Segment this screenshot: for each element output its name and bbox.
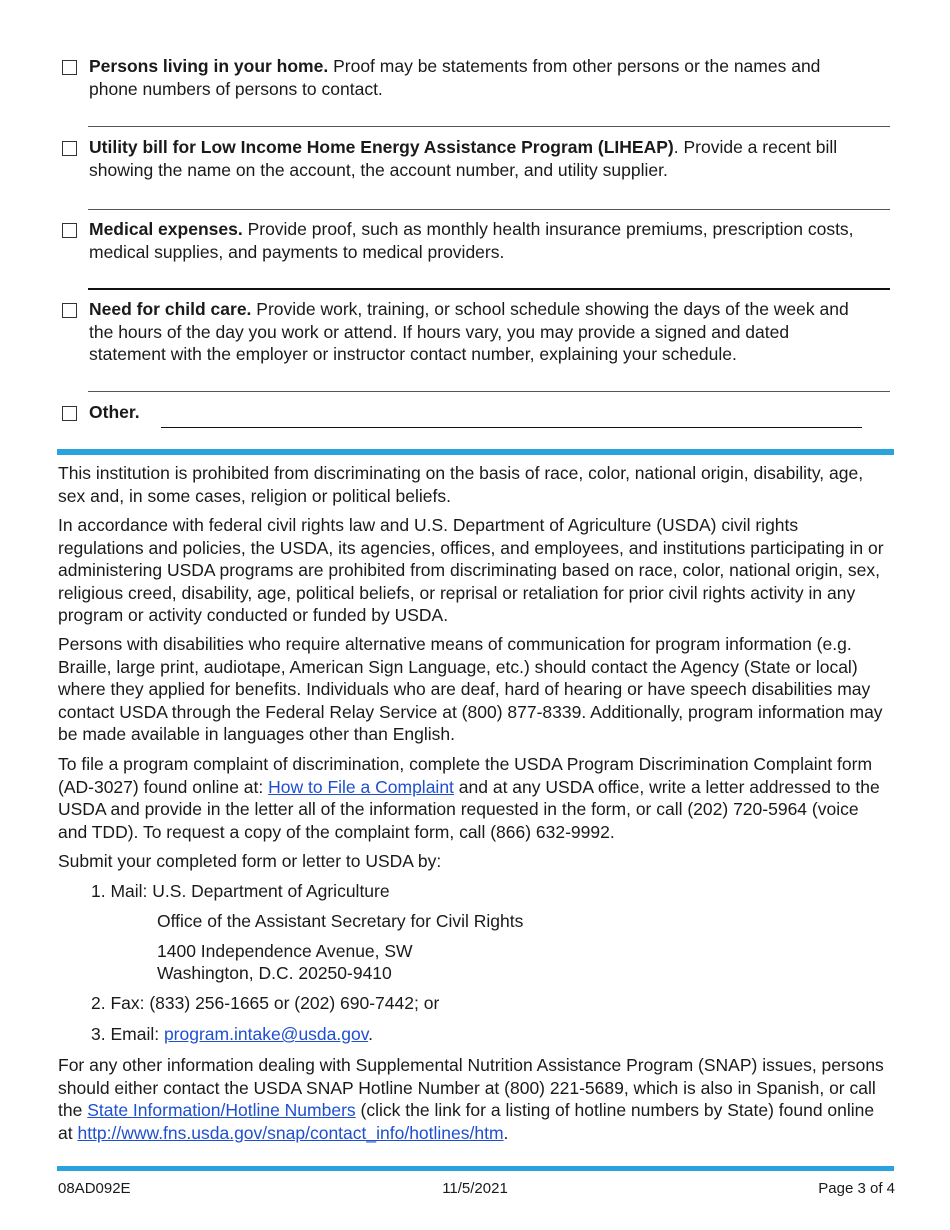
checklist-text: Other. <box>89 402 140 422</box>
mail-item: 1. Mail: U.S. Department of Agriculture <box>91 881 390 901</box>
checklist-item-other <box>62 401 862 424</box>
page-number: Page 3 of 4 <box>818 1180 895 1197</box>
separator <box>88 288 890 290</box>
submit-intro: Submit your completed form or letter to USDA by: <box>58 851 442 871</box>
email-item: 3. Email: program.intake@usda.gov. <box>91 1024 374 1044</box>
hotlines-url-link[interactable]: http://www.fns.usda.gov/snap/contact_info/hotlines/htm <box>77 1122 504 1143</box>
checklist-item-childcare <box>62 298 862 366</box>
form-date: 11/5/2021 <box>442 1180 508 1197</box>
nondiscrimination-intro: This institution is prohibited from discriminating on the basis of race, color, national origin, disability, age, sex and, in some cases, religion or political beliefs. <box>58 463 864 506</box>
checklist-item-utility <box>62 136 862 181</box>
separator <box>88 391 890 392</box>
civil-rights-paragraph: In accordance with federal civil rights law and U.S. Department of Agriculture (USDA) civil rights regulations and policies, the USDA, its agencies, offices, and employees, and institutions participating in or administering USDA programs are prohibited from discriminating based on race, color, national origin, sex, religious creed, disability, age, political beliefs, or reprisal or retaliation for prior civil rights activity in any program or activity conducted or funded by USDA. <box>58 515 884 625</box>
complaint-paragraph: To file a program complaint of discrimination, complete the USDA Program Discrimination Complaint form (AD-3027) found online at: How to File a Complaint and at any USDA office, write a letter addressed to the USDA and provide in the letter all of the information requested in the form, or call (202) 720-5964 (voice and TDD). To request a copy of the complaint form, call (866) 632-9992. <box>58 754 880 842</box>
separator <box>88 126 890 127</box>
checkbox[interactable] <box>62 303 77 318</box>
checkbox[interactable] <box>62 60 77 75</box>
checklist-text: Utility bill for Low Income Home Energy Assistance Program (LIHEAP). Provide a recent bill showing the name on the account, the account number, and utility supplier. <box>89 137 838 180</box>
section-divider <box>57 449 894 455</box>
checklist-item-persons <box>62 55 862 100</box>
disabilities-paragraph: Persons with disabilities who require alternative means of communication for program information (e.g. Braille, large print, audiotape, American Sign Language, etc.) should contact the Agency (State or local) where they applied for benefits. Individuals who are deaf, hard of hearing or have speech disabilities may contact USDA through the Federal Relay Service at (800) 877-8339. Additionally, program information may be made available in languages other than English. <box>58 634 883 744</box>
address-line-1: Office of the Assistant Secretary for Civil Rights <box>157 911 524 931</box>
separator <box>88 209 890 210</box>
checklist-item-medical <box>62 218 862 263</box>
address-line-3: Washington, D.C. 20250-9410 <box>157 963 392 983</box>
snap-paragraph: For any other information dealing with Supplemental Nutrition Assistance Program (SNAP) issues, persons should either contact the USDA SNAP Hotline Number at (800) 221-5689, which is also in Spanish, or call the State Information/Hotline Numbers (click the link for a listing of hotline numbers by State) found online at http://www.fns.usda.gov/snap/contact_info/hotlines/htm. <box>58 1055 884 1143</box>
checklist-text: Persons living in your home. Proof may be statements from other persons or the names and phone numbers of persons to contact. <box>89 56 821 99</box>
fax-item: 2. Fax: (833) 256-1665 or (202) 690-7442; or <box>91 993 440 1013</box>
checklist-text: Need for child care. Provide work, training, or school schedule showing the days of the week and the hours of the day you work or attend. If hours vary, you may provide a signed and dated statement with the employer or instructor contact number, explaining your schedule. <box>89 299 849 364</box>
address-line-2: 1400 Independence Avenue, SW <box>157 941 413 961</box>
checkbox[interactable] <box>62 223 77 238</box>
checkbox[interactable] <box>62 141 77 156</box>
form-id: 08AD092E <box>58 1180 131 1197</box>
how-to-file-complaint-link[interactable]: How to File a Complaint <box>268 776 454 797</box>
footer-divider <box>57 1166 894 1171</box>
checkbox[interactable] <box>62 406 77 421</box>
other-input-line[interactable] <box>161 427 862 428</box>
checklist-text: Medical expenses. Provide proof, such as monthly health insurance premiums, prescription costs, medical supplies, and payments to medical providers. <box>89 219 854 262</box>
state-hotline-link[interactable]: State Information/Hotline Numbers <box>87 1100 356 1120</box>
email-link[interactable]: program.intake@usda.gov <box>163 1024 369 1044</box>
